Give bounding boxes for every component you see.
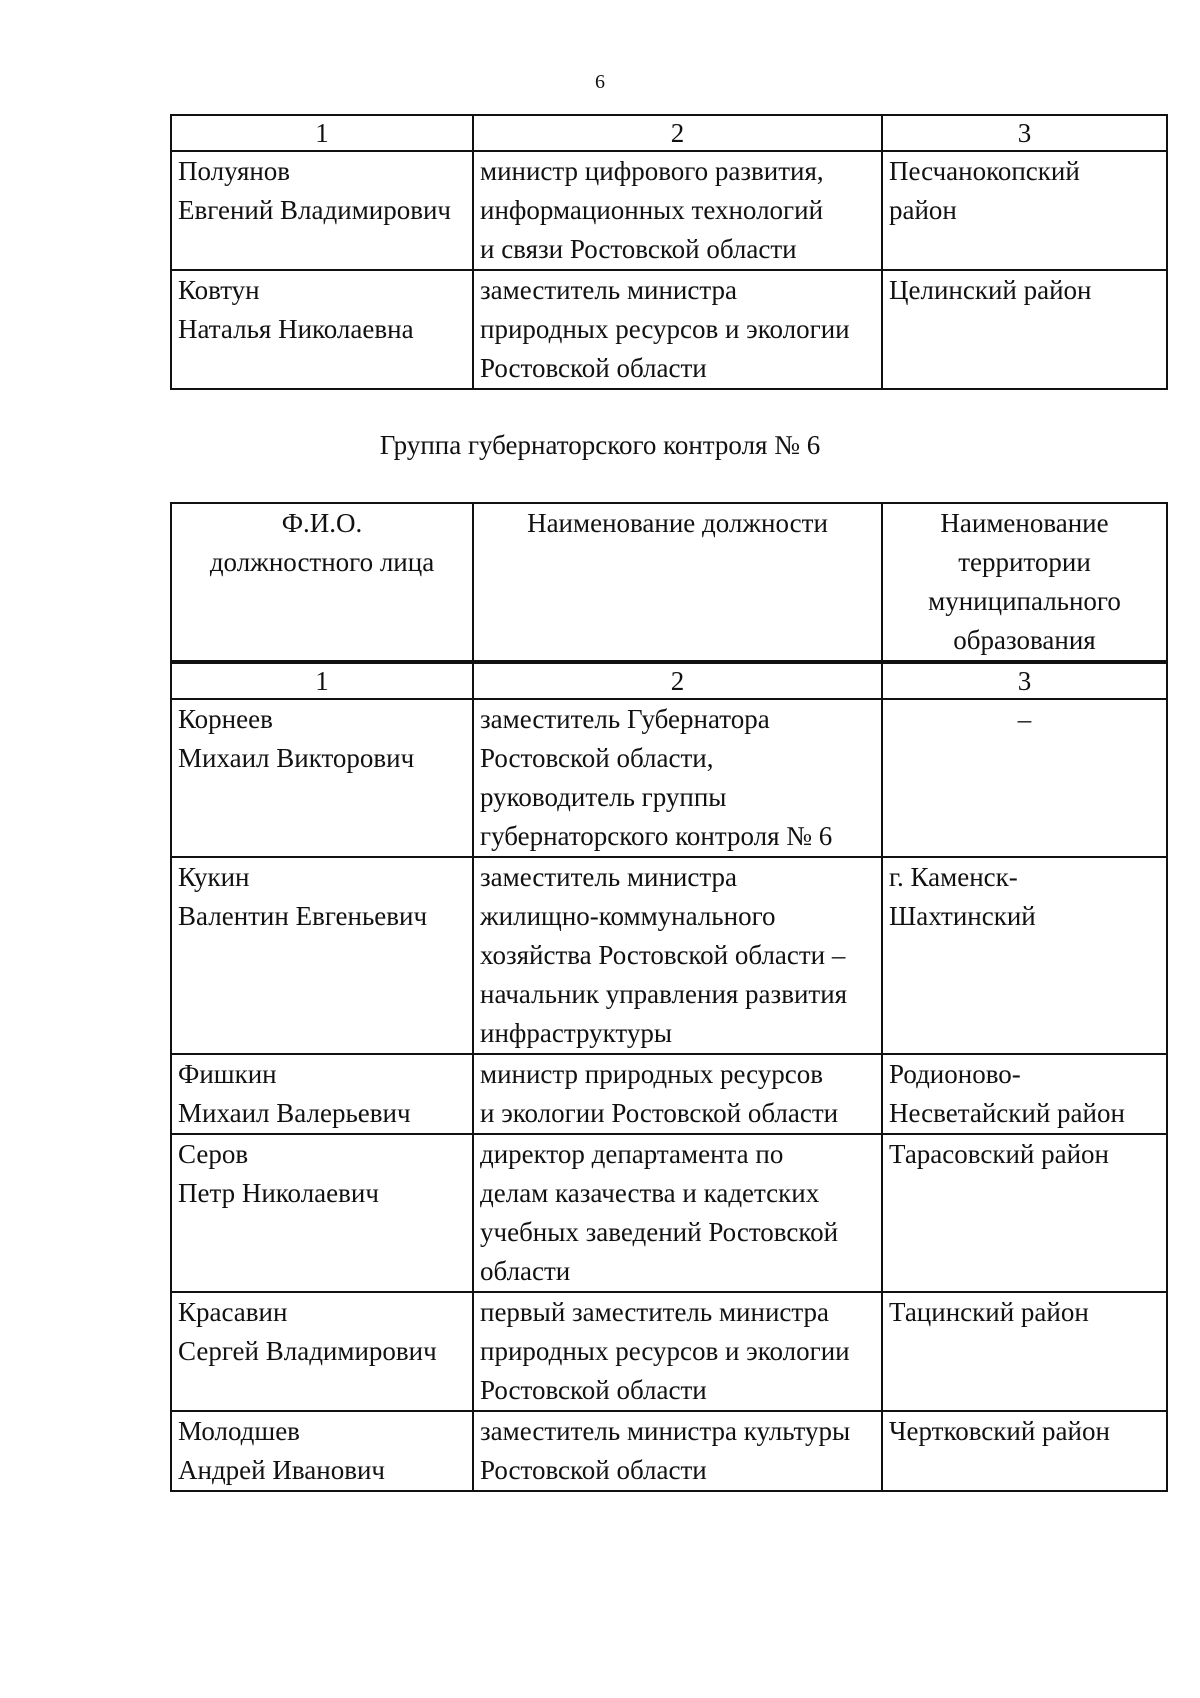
territory-cell: Родионово- Несветайский район bbox=[882, 1054, 1167, 1134]
territory-cell: Целинский район bbox=[882, 270, 1167, 389]
territory-cell: г. Каменск- Шахтинский bbox=[882, 857, 1167, 1054]
column-number-cell: 3 bbox=[882, 115, 1167, 151]
territory-cell: Песчанокопский район bbox=[882, 151, 1167, 270]
position-cell: министр природных ресурсов и экологии Ростовской области bbox=[473, 1054, 882, 1134]
header-cell-territory: Наименование территории муниципального образования bbox=[882, 503, 1167, 662]
column-number-cell: 1 bbox=[171, 662, 473, 699]
table-row bbox=[171, 270, 1167, 389]
position-cell: заместитель министра жилищно-коммунального хозяйства Ростовской области – начальник управления развития инфраструктуры bbox=[473, 857, 882, 1054]
column-number-cell: 1 bbox=[171, 115, 473, 151]
header-cell-position: Наименование должности bbox=[473, 503, 882, 662]
column-number-cell: 3 bbox=[882, 662, 1167, 699]
official-name-cell: Серов Петр Николаевич bbox=[171, 1134, 473, 1292]
official-name-cell: Кукин Валентин Евгеньевич bbox=[171, 857, 473, 1054]
official-name-cell: Ковтун Наталья Николаевна bbox=[171, 270, 473, 389]
territory-cell: Чертковский район bbox=[882, 1411, 1167, 1491]
official-name-cell: Полуянов Евгений Владимирович bbox=[171, 151, 473, 270]
column-number-row bbox=[171, 115, 1167, 151]
official-name-cell: Фишкин Михаил Валерьевич bbox=[171, 1054, 473, 1134]
table-continued bbox=[170, 114, 1168, 390]
position-cell: заместитель министра природных ресурсов и экологии Ростовской области bbox=[473, 270, 882, 389]
table-row bbox=[171, 1134, 1167, 1292]
table-row bbox=[171, 151, 1167, 270]
header-cell-name: Ф.И.О. должностного лица bbox=[171, 503, 473, 662]
position-cell: директор департамента по делам казачества и кадетских учебных заведений Ростовской области bbox=[473, 1134, 882, 1292]
table-row bbox=[171, 699, 1167, 857]
position-cell: министр цифрового развития, информационных технологий и связи Ростовской области bbox=[473, 151, 882, 270]
column-number-cell: 2 bbox=[473, 662, 882, 699]
column-number-cell: 2 bbox=[473, 115, 882, 151]
territory-cell: – bbox=[882, 699, 1167, 857]
group-6-table bbox=[170, 502, 1168, 1492]
territory-cell: Тарасовский район bbox=[882, 1134, 1167, 1292]
position-cell: заместитель министра культуры Ростовской области bbox=[473, 1411, 882, 1491]
table-row bbox=[171, 1411, 1167, 1491]
territory-cell: Тацинский район bbox=[882, 1292, 1167, 1411]
table-row bbox=[171, 1292, 1167, 1411]
official-name-cell: Корнеев Михаил Викторович bbox=[171, 699, 473, 857]
position-cell: первый заместитель министра природных ресурсов и экологии Ростовской области bbox=[473, 1292, 882, 1411]
page-number: 6 bbox=[595, 71, 605, 93]
header-row bbox=[171, 503, 1167, 662]
column-number-row bbox=[171, 662, 1167, 699]
table-row bbox=[171, 857, 1167, 1054]
group-title: Группа губернаторского контроля № 6 bbox=[379, 430, 821, 460]
table-row bbox=[171, 1054, 1167, 1134]
official-name-cell: Молодшев Андрей Иванович bbox=[171, 1411, 473, 1491]
position-cell: заместитель Губернатора Ростовской области, руководитель группы губернаторского контроля № 6 bbox=[473, 699, 882, 857]
official-name-cell: Красавин Сергей Владимирович bbox=[171, 1292, 473, 1411]
